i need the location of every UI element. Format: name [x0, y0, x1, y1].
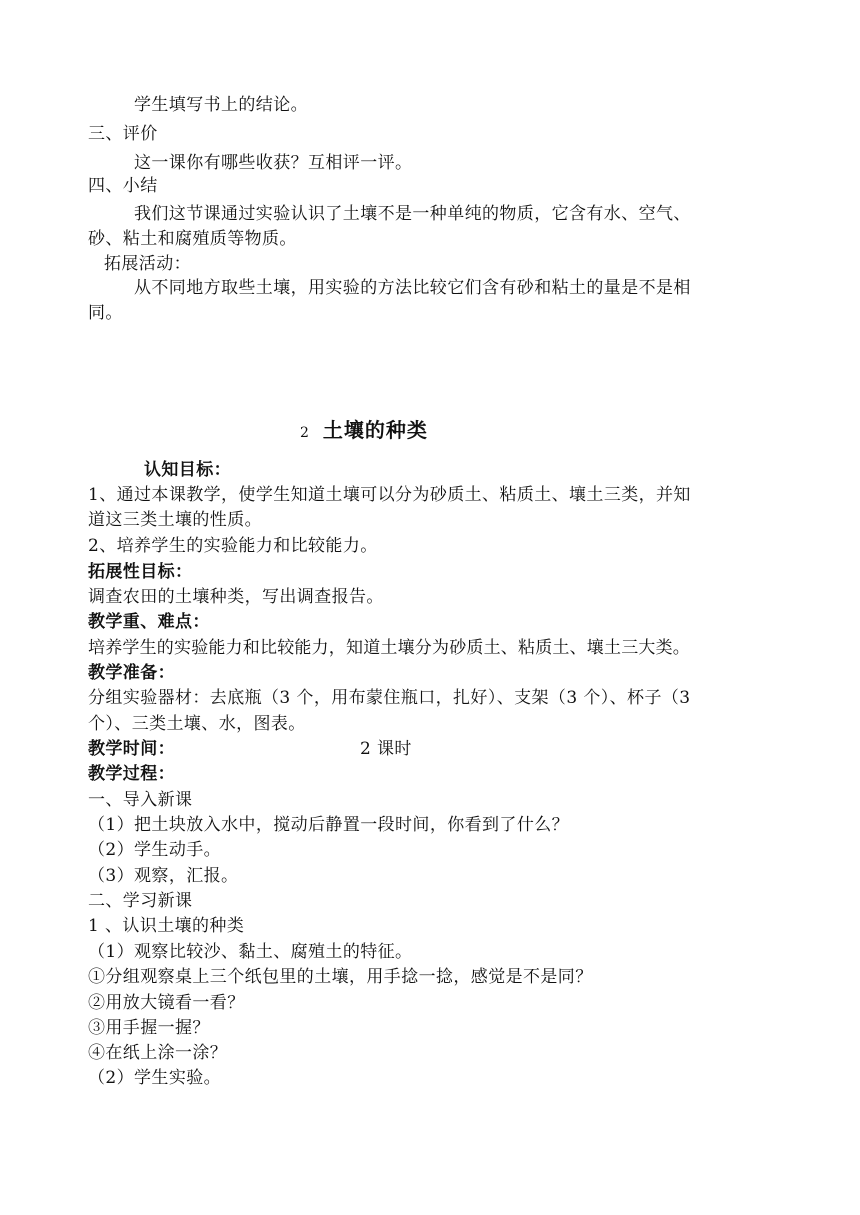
- section-heading-intro: 一、导入新课: [88, 790, 193, 810]
- text-line: 个）、三类土壤、水，图表。: [88, 714, 306, 734]
- teaching-process-heading: 教学过程：: [88, 764, 175, 784]
- cognitive-goals-heading: 认知目标：: [144, 460, 231, 480]
- text-line: 同。: [88, 303, 123, 323]
- text-line: （1）把土块放入水中，搅动后静置一段时间，你看到了什么？: [88, 815, 570, 835]
- text-line: 分组实验器材：去底瓶（3 个，用布蒙住瓶口，扎好）、支架（3 个）、杯子（3: [88, 688, 691, 708]
- text-line: 从不同地方取些土壤，用实验的方法比较它们含有砂和粘土的量是不是相: [134, 278, 691, 298]
- text-line: 这一课你有哪些收获？互相评一评。: [134, 153, 413, 173]
- section-heading-new-lesson: 二、学习新课: [88, 891, 193, 911]
- text-line: 我们这节课通过实验认识了土壤不是一种单纯的物质，它含有水、空气、: [134, 204, 691, 224]
- text-line: （1）观察比较沙、黏土、腐殖土的特征。: [88, 942, 413, 962]
- teaching-time-value: 2 课时: [360, 739, 412, 759]
- text-line: （2）学生实验。: [88, 1068, 222, 1088]
- extension-goals-heading: 拓展性目标：: [88, 562, 193, 582]
- section-heading-summary: 四、小结: [88, 176, 158, 196]
- lesson-title-text: 土壤的种类: [322, 418, 428, 442]
- text-line: 培养学生的实验能力和比较能力，知道土壤分为砂质土、粘质土、壤土三大类。: [88, 638, 690, 658]
- text-line: 砂、粘土和腐殖质等物质。: [88, 229, 297, 249]
- text-line: ③用手握一握？: [88, 1018, 210, 1038]
- text-line: ②用放大镜看一看？: [88, 993, 245, 1013]
- text-line: 2、培养学生的实验能力和比较能力。: [88, 536, 378, 556]
- text-line: （3）观察，汇报。: [88, 866, 239, 886]
- section-heading-evaluation: 三、评价: [88, 124, 158, 144]
- lesson-number: 2: [300, 425, 309, 441]
- teaching-time-row: [88, 739, 778, 759]
- teaching-time-label: 教学时间：: [88, 739, 175, 759]
- text-line: 1、通过本课教学，使学生知道土壤可以分为砂质土、粘质土、壤土三类，并知: [88, 485, 691, 505]
- extension-activity-heading: 拓展活动：: [104, 254, 191, 274]
- preparation-heading: 教学准备：: [88, 663, 175, 683]
- text-line: ④在纸上涂一涂？: [88, 1043, 228, 1063]
- text-line: 1 、认识土壤的种类: [88, 916, 245, 936]
- text-line: 学生填写书上的结论。: [134, 95, 308, 115]
- key-points-heading: 教学重、难点：: [88, 612, 210, 632]
- lesson-title: [300, 418, 428, 445]
- text-line: 调查农田的土壤种类，写出调查报告。: [88, 587, 384, 607]
- text-line: （2）学生动手。: [88, 840, 222, 860]
- text-line: 道这三类土壤的性质。: [88, 510, 262, 530]
- text-line: ①分组观察桌上三个纸包里的土壤，用手捻一捻，感觉是不是同？: [88, 967, 593, 987]
